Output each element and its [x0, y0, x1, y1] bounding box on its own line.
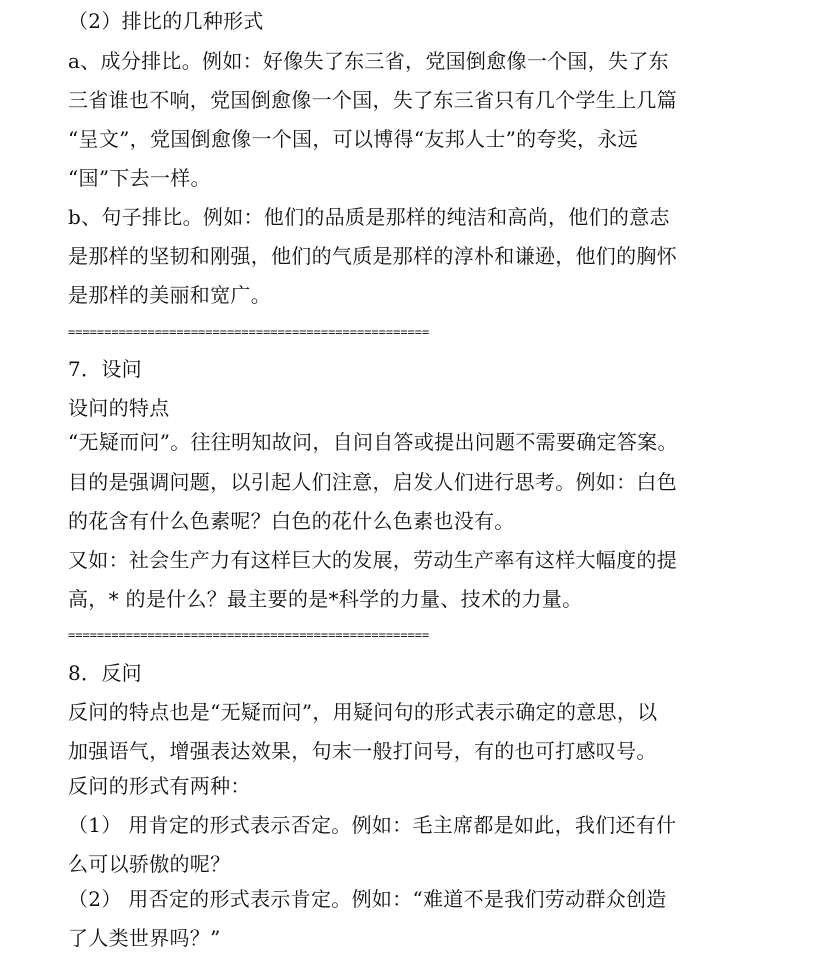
paragraph-line: 反问的形式有两种：	[68, 774, 251, 798]
paragraph-line: a、成分排比。例如：好像失了东三省，党国倒愈像一个国，失了东	[68, 49, 669, 73]
paragraph-line: 是那样的美丽和宽广。	[68, 283, 271, 307]
section-separator: ==================================================	[68, 628, 430, 642]
paragraph-line: 高，* 的是什么？最主要的是*科学的力量、技术的力量。	[68, 587, 583, 611]
paragraph-line: 是那样的坚韧和刚强，他们的气质是那样的淳朴和谦逊，他们的胸怀	[68, 244, 677, 268]
paragraph-line: （2） 用否定的形式表示肯定。例如：“难道不是我们劳动群众创造	[68, 887, 667, 911]
paragraph-line: 反问的特点也是“无疑而问”，用疑问句的形式表示确定的意思，以	[68, 700, 658, 724]
paragraph-line: b、句子排比。例如：他们的品质是那样的纯洁和高尚，他们的意志	[68, 205, 670, 229]
paragraph-line: 又如：社会生产力有这样巨大的发展，劳动生产率有这样大幅度的提	[68, 548, 677, 572]
parallelism-forms-heading: （2）排比的几种形式	[68, 9, 264, 33]
paragraph-line: “国”下去一样。	[68, 166, 211, 190]
rhetorical-question-subheading: 设问的特点	[68, 396, 170, 420]
paragraph-line: “呈文”，党国倒愈像一个国，可以博得“友邦人士”的夸奖，永远	[68, 127, 638, 151]
paragraph-line: 了人类世界吗？”	[68, 926, 221, 950]
paragraph-line: 目的是强调问题，以引起人们注意，启发人们进行思考。例如：白色	[68, 470, 677, 494]
rhetorical-question-heading: 7．设问	[68, 357, 142, 381]
paragraph-line: 三省谁也不响，党国倒愈像一个国，失了东三省只有几个学生上几篇	[68, 88, 677, 112]
paragraph-line: 的花含有什么色素呢？白色的花什么色素也没有。	[68, 509, 515, 533]
paragraph-line: （1） 用肯定的形式表示否定。例如：毛主席都是如此，我们还有什	[68, 813, 677, 837]
section-separator: ==================================================	[68, 325, 430, 339]
paragraph-line: 么可以骄傲的呢？	[68, 852, 231, 876]
counter-question-heading: 8．反问	[68, 661, 142, 685]
paragraph-line: 加强语气，增强表达效果，句末一般打问号，有的也可打感叹号。	[68, 739, 657, 763]
paragraph-line: “无疑而问”。往往明知故问，自问自答或提出问题不需要确定答案。	[68, 430, 678, 454]
